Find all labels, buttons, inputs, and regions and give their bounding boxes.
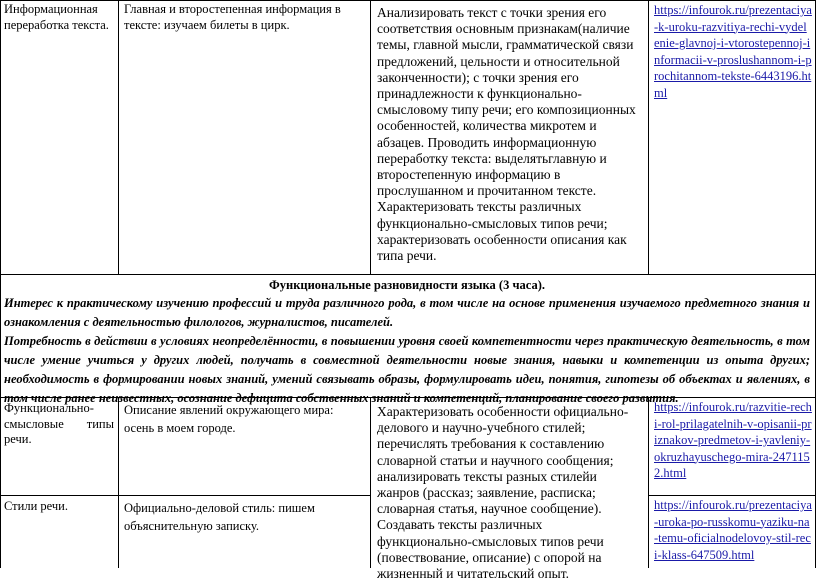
section-block bbox=[4, 277, 810, 405]
row2-activities: Характеризовать особенности официально-делового и научно-учебного стилей; перечислять требования к составлению словарной статьи и научного сообщения; анализировать тексты разных стилейи жанров (рассказ; заявление, расписка; словарная статья, научное сообщение). Создавать тексты различных функционально-смысловых типов речи (повествование, описание) с опорой на жизненный и читательский опыт. bbox=[377, 404, 629, 582]
col-divider-2-top bbox=[370, 0, 371, 274]
row3-topic: Стили речи. bbox=[4, 499, 68, 513]
section-paragraph-1: Интерес к практическому изучению профессий и труда различного рода, в том числе на основе применения изучаемого предметного знания и ознакомления с деятельностью филологов, журналистов, писателей. bbox=[4, 296, 810, 329]
table-border-section-top bbox=[0, 274, 816, 275]
row1-lesson: Главная и второстепенная информация в тексте: изучаем билеты в цирк. bbox=[124, 2, 341, 32]
row2-lesson: Описание явлений окружающего мира: осень в моем городе. bbox=[124, 403, 334, 435]
row1-link-cell bbox=[654, 2, 812, 272]
row3-resource-link[interactable]: https://infourok.ru/prezentaciya-uroka-po-russkomu-yaziku-na-temu-oficialnodelovoy-stil-reci-klass-647509.html bbox=[654, 498, 812, 562]
table-border-row3-right bbox=[648, 495, 816, 496]
section-title: Функциональные разновидности языка (3 часа). bbox=[269, 278, 545, 292]
row1-topic: Информационная переработка текста. bbox=[4, 2, 109, 32]
row1-resource-link[interactable]: https://infourok.ru/prezentaciya-k-uroku-razvitiya-rechi-vydelenie-glavnoj-i-vtorostepennoj-informacii-v-proslushannom-i-prochitannom-tekste-6443196.html bbox=[654, 3, 812, 100]
row2-link-cell bbox=[654, 399, 812, 494]
section-paragraph-2: Потребность в действии в условиях неопределённости, в повышении уровня своей компетентности через практическую деятельность, в том числе умение учиться у других людей, получать в совместной деятельности новые знания, навыки и компетенции из опыта других; необходимость в формировании новых знаний, умений связывать образы, формулировать идеи, понятия, гипотезы об объектах и явлениях, в том числе ранее неизвестных, осознание дефицита собственных знаний и компетенций, планирование своего развития. bbox=[4, 334, 810, 405]
row3-lesson: Официально-деловой стиль: пишем объяснительную записку. bbox=[124, 501, 315, 533]
row2-resource-link[interactable]: https://infourok.ru/razvitie-rechi-rol-prilagatelnih-v-opisanii-priznakov-predmetov-i-yavleniy-okruzhayuschego-mira-2471152.html bbox=[654, 400, 812, 480]
col-divider-3-bottom bbox=[648, 397, 649, 568]
table-border-row3-left bbox=[0, 495, 370, 496]
row2-topic: Функционально-смысловые типы речи. bbox=[4, 401, 114, 446]
col-divider-2-bottom bbox=[370, 397, 371, 568]
col-divider-3-top bbox=[648, 0, 649, 274]
col-divider-1-top bbox=[118, 0, 119, 274]
col-divider-1-bottom bbox=[118, 397, 119, 568]
row1-activities: Анализировать текст с точки зрения его соответствия основным признакам(наличие темы, главной мысли, грамматической связи предложений, цельности и относительной законченности); с точки зрения его принадлежности к функционально- смысловому типу речи; его композиционных особенностей, количества микротем и абзацев. Проводить информационную переработку текста: выделятьглавную и второстепенную информацию в прослушанном и прочитанном тексте. Характеризовать тексты различных функционально-смысловых типов речи; характеризовать особенности описания как типа речи. bbox=[377, 5, 636, 264]
table-border-left bbox=[0, 0, 1, 568]
table-border-top bbox=[0, 0, 816, 1]
row3-link-cell bbox=[654, 497, 812, 568]
